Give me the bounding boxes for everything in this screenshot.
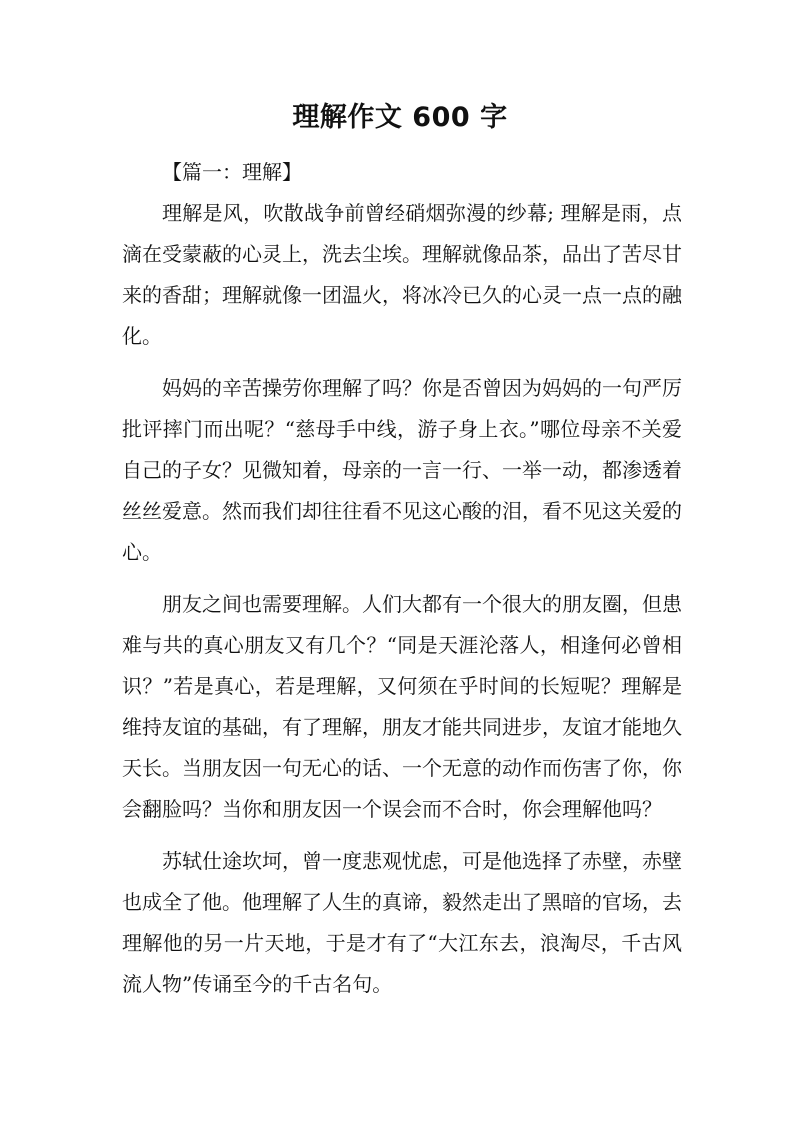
paragraph-1: 理解是风，吹散战争前曾经硝烟弥漫的纱幕; 理解是雨，点滴在受蒙蔽的心灵上，洗去尘埃。理解就像品茶，品出了苦尽甘来的香甜；理解就像一团温火，将冰冷已久的心灵一点一点的融化。 — [122, 201, 682, 348]
paragraph-2: 妈妈的辛苦操劳你理解了吗？你是否曾因为妈妈的一句严厉批评摔门而出呢？“慈母手中线，游子身上衣。”哪位母亲不关爱自己的子女？见微知着，母亲的一言一行、一举一动，都渗透着丝丝爱意。然而我们却往往看不见这心酸的泪，看不见这关爱的心。 — [122, 376, 682, 564]
section-heading: 【篇一：理解】 — [162, 160, 302, 184]
paragraph-4: 苏轼仕途坎坷，曾一度悲观忧虑，可是他选择了赤壁，赤壁也成全了他。他理解了人生的真谛，毅然走出了黑暗的官场，去理解他的另一片天地，于是才有了“大江东去，浪淘尽，千古风流人物”传诵至今的千古名句。 — [122, 849, 682, 996]
document-body — [122, 152, 682, 1016]
document-title: 理解作文 600 字 — [292, 102, 508, 133]
paragraph-3: 朋友之间也需要理解。人们大都有一个很大的朋友圈，但患难与共的真心朋友又有几个？“同是天涯沦落人，相逢何必曾相识？”若是真心，若是理解，又何须在乎时间的长短呢？理解是维持友谊的基础，有了理解，朋友才能共同进步，友谊才能地久天长。当朋友因一句无心的话、一个无意的动作而伤害了你，你会翻脸吗？当你和朋友因一个误会而不合时，你会理解他吗？ — [122, 592, 682, 821]
